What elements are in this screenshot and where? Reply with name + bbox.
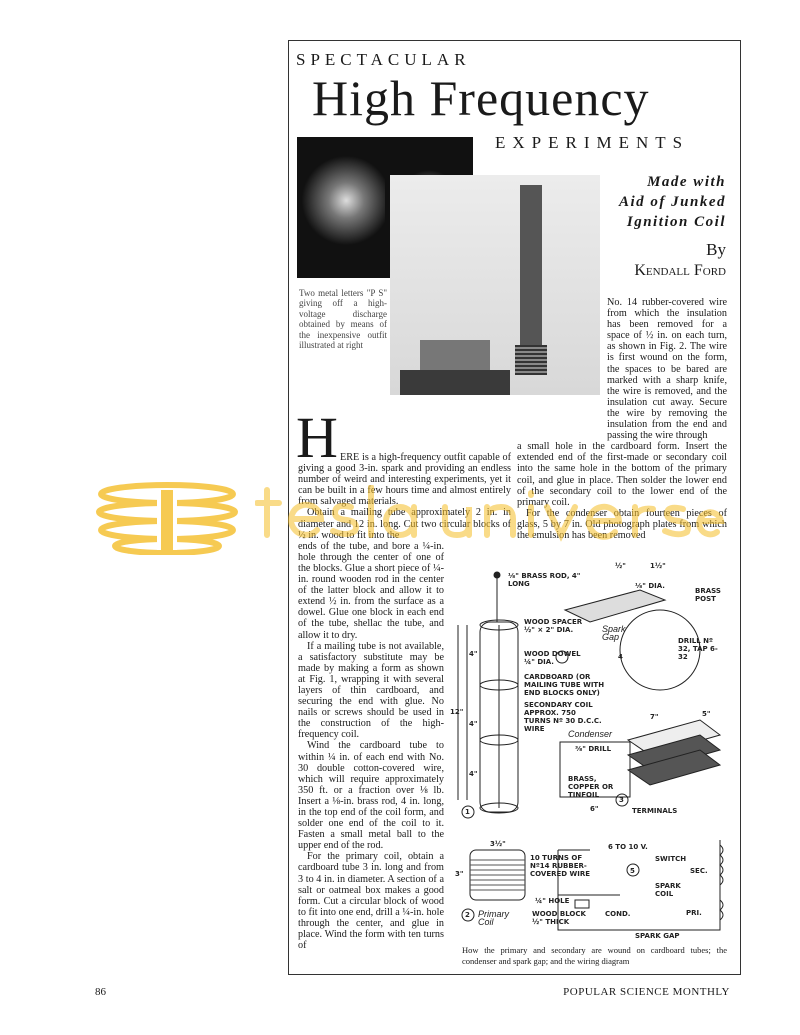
watermark-lettering-image [255,485,725,545]
label-spark-gap-fig: Spark Gap [602,624,626,642]
dim-6: 6" [590,805,599,813]
dim-primary-dia: 3½" [490,840,506,848]
paragraph: ends of the tube, and bore a ¼-in. hole through the center of one of the blocks. Glue a short piece of ¼-in. round wooden rod in the center of the latter block and allow it to extend ½ in. from the surface as a dowel. Glue one block in each end of the tube, shellac the tube, and allow it to dry. [298,540,444,641]
deck-line: Aid of Junked [618,194,726,210]
watermark-logo-icon [95,480,240,555]
deck [606,172,726,232]
label-rod-dia: ⅛" DIA. [635,582,665,590]
fig-3-number: 3 [619,796,624,804]
dim-4c: 4" [469,770,478,778]
dim-4a: 4" [469,650,478,658]
construction-diagram [450,560,740,940]
label-spark-coil: SPARK COIL [655,882,681,898]
intro-second: Obtain a mailing tube approximately 2 in. in diameter and 12 in. long. Cut two circular blocks of ½ in. wood to fit into the [298,507,511,541]
label-volts: 6 TO 10 V. [608,843,648,851]
dim-4b: 4" [469,720,478,728]
label-hole: ¼" HOLE [535,897,570,905]
label-wood-dowel: WOOD DOWEL ¼" DIA. [524,650,581,666]
dim-primary-height: 3" [455,870,464,878]
label-sec: SEC. [690,867,708,875]
fig-5-number: 5 [630,867,635,875]
magazine-name: POPULAR SCIENCE MONTHLY [563,986,730,998]
paragraph: a small hole in the cardboard form. Insert the extended end of the first-made or secondary coil into the same hole in the bottom of the primary coil, and glue in place. Then solder the lower end of the secondary coil to the lower end of the primary coil. [517,441,727,508]
label-spark-gap: SPARK GAP [635,932,680,940]
fig-4-number: 4 [618,653,623,661]
page-title: High Frequency [312,70,650,126]
paragraph: If a mailing tube is not available, a satisfactory substitute may be made by making a form as shown at Fig. 1, wrapping it with several layers of thin cardboard, and securing the end with glue. No nails or screws should be used in the construction of the high-frequency coil. [298,640,444,741]
label-cardboard: CARDBOARD (OR MAILING TUBE WITH END BLOCKS ONLY) [524,673,605,697]
kicker: SPECTACULAR [296,50,471,69]
deck-line: Made with [647,174,726,190]
dim-1half: 1½" [650,562,666,570]
page-number: 86 [95,986,106,998]
body-right-col-1: No. 14 rubber-covered wire from which the insulation has been removed for a space of ½ in. on each turn, as shown in Fig. 2. The wire is first wound on the form, the spaces to be bared are marked with a sharp knife, the wire is removed, and the insulation cut away. Secure the wire by removing the insulation from the end and passing the wire through [607,297,727,442]
label-brass-post: BRASS POST [695,587,721,603]
label-wood-block: WOOD BLOCK ½" THICK [532,910,586,926]
label-condenser: Condenser [568,729,613,739]
label-foil: BRASS, COPPER OR TINFOIL [568,775,614,799]
label-brass-rod: ⅛" BRASS ROD, 4" LONG [508,572,581,588]
label-turns: 10 TURNS OF Nº14 RUBBER-COVERED WIRE [530,854,591,878]
paragraph: Wind the cardboard tube to within ¼ in. of each end with No. 30 double cotton-covered wire, which will require approximately 350 ft. or a fraction over ⅛ lb. Insert a ⅛-in. brass rod, 4 in. long, in the top end of the coil form, and solder one end of the coil to it. Fasten a small metal ball to the upper end of the rod. [298,740,444,852]
drop-cap: H [296,405,338,470]
dim-5: 5" [702,710,711,718]
label-switch: SWITCH [655,855,687,863]
label-drill: ⅜" DRILL [575,745,612,753]
byline-by: By [706,240,726,259]
title-subword: EXPERIMENTS [495,133,690,152]
fig-1-number: 1 [465,808,470,816]
body-left-col [298,541,444,951]
label-wood-spacer: WOOD SPACER ½" × 2" DIA. [524,618,583,634]
intro-text: ERE is a high-frequency outfit capable of giving a good 3-in. spark and providing an endless number of weird and interesting experiments, yet it can be built in a few hours time and almost entirely from salvaged materials. [298,452,511,508]
label-primary-coil: Primary Coil [478,909,509,927]
label-pri: PRI. [686,909,702,917]
dim-7: 7" [650,713,659,721]
label-cond: COND. [605,910,631,918]
figure-caption: How the primary and secondary are wound on cardboard tubes; the condenser and spark gap; and the wiring diagram [462,945,727,966]
author: Kendall Ford [634,262,726,279]
label-terminals: TERMINALS [632,807,678,815]
dim-half: ½" [615,562,626,570]
paragraph: For the primary coil, obtain a cardboard tube 3 in. long and from 3 to 4 in. in diameter. A section of a salt or oatmeal box makes a good form. Cut a circular block of wood to fit into one end, drill a ¼-in. hole through the center, and glue in place. Wind the form with ten turns of [298,851,444,952]
fig-2-number: 2 [465,911,470,919]
base-photo [400,370,510,395]
label-secondary-coil: SECONDARY COIL APPROX. 750 TURNS Nº 30 D.C.C. WIRE [524,701,602,733]
deck-line: Ignition Coil [626,214,726,230]
photo-caption: Two metal letters "P S" giving off a high-voltage discharge obtained by means of the inexpensive outfit illustrated at right [299,288,387,351]
paragraph: For the condenser obtain fourteen pieces of glass, 5 by 7 in. Old photograph plates from which the emulsion has been removed [517,507,727,541]
dim-12: 12" [450,708,464,716]
label-drill-32: DRILL Nº 32, TAP 6-32 [678,637,718,661]
